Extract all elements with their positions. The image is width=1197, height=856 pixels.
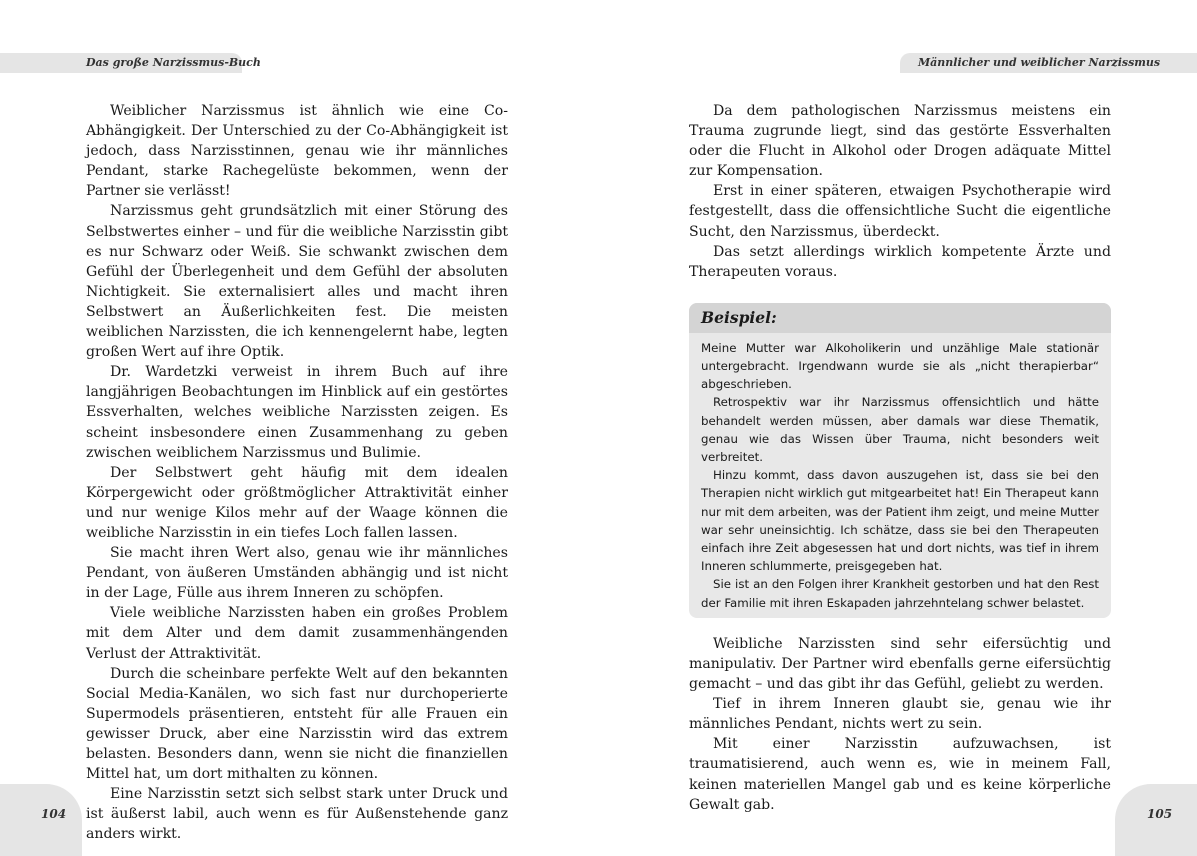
example-title: Beispiel: <box>689 303 1111 333</box>
page-number-left: 104 <box>0 784 82 856</box>
example-paragraph: Hinzu kommt, dass davon auszugehen ist, dass sie bei den Therapien nicht wirklich gut mitgearbeitet hat! Ein Therapeut kann nur mit dem arbeiten, was der Patient ihm zeigt, und meine Mutter war sehr uneinsichtig. Ich schätze, dass sie bei den Therapeuten einfach ihre Zeit abgesessen hat und dort nichts, was tief in ihrem Inneren schlummerte, preisgegeben hat. <box>701 468 1099 574</box>
paragraph: Narzissmus geht grundsätzlich mit einer Störung des Selbstwertes einher – und für die weibliche Narzisstin gibt es nur Schwarz oder Weiß. Sie schwankt zwischen dem Gefühl der Überlegenheit und dem Gefühl der absoluten Nichtigkeit. Sie externalisiert alles und macht ihren Selbstwert an Äußerlichkeiten fest. Die meisten weiblichen Narzissten, die ich kennengelernt habe, legten großen Wert auf ihre Optik. <box>86 203 508 361</box>
paragraph: Viele weibliche Narzissten haben ein großes Problem mit dem Alter und dem damit zusammenhängenden Verlust der Attraktivität. <box>86 605 508 662</box>
example-paragraph: Retrospektiv war ihr Narzissmus offensichtlich und hätte behandelt werden müssen, aber damals war diese Thematik, genau wie das Wissen über Trauma, nicht besonders weit verbreitet. <box>701 395 1099 465</box>
paragraph: Erst in einer späteren, etwaigen Psychotherapie wird festgestellt, dass die offensichtliche Sucht die eigentliche Sucht, den Narzissmus, überdeckt. <box>689 183 1111 240</box>
paragraph: Das setzt allerdings wirklich kompetente Ärzte und Therapeuten voraus. <box>689 243 1111 280</box>
paragraph: Der Selbstwert geht häufig mit dem idealen Körpergewicht oder größtmöglicher Attraktivität einher und nur wenige Kilos mehr auf der Waage können die weibliche Narzisstin in ein tiefes Loch fallen lassen. <box>86 464 508 541</box>
page-number-right: 105 <box>1115 784 1197 856</box>
paragraph: Da dem pathologischen Narzissmus meistens ein Trauma zugrunde liegt, sind das gestörte Essverhalten oder die Flucht in Alkohol oder Drogen adäquate Mittel zur Kompensation. <box>689 103 1111 180</box>
paragraph: Tief in ihrem Inneren glaubt sie, genau wie ihr männliches Pendant, nichts wert zu sein. <box>689 696 1111 733</box>
paragraph: Eine Narzisstin setzt sich selbst stark unter Druck und ist äußerst labil, auch wenn es für Außenstehende ganz anders wirkt. <box>86 786 508 843</box>
paragraph: Durch die scheinbare perfekte Welt auf den bekannten Social Media-Kanälen, wo sich fast nur durchoperierte Supermodels präsentieren, entsteht für alle Frauen ein gewisser Druck, aber eine Narzisstin wird das extrem belasten. Besonders dann, wenn sie nicht die finanziellen Mittel hat, um dort mithalten zu können. <box>86 665 508 783</box>
example-box <box>689 303 1111 618</box>
left-page-column <box>86 101 508 844</box>
running-header-left: Das große Narzissmus-Buch <box>0 53 242 73</box>
example-paragraph: Meine Mutter war Alkoholikerin und unzählige Male stationär untergebracht. Irgendwann wurde sie als „nicht therapierbar“ abgeschrieben. <box>701 340 1099 392</box>
running-header-right: Männlicher und weiblicher Narzissmus <box>900 53 1197 73</box>
paragraph: Sie macht ihren Wert also, genau wie ihr männliches Pendant, von äußeren Umständen abhängig und ist nicht in der Lage, Fülle aus ihrem Inneren zu schöpfen. <box>86 545 508 602</box>
example-paragraph: Sie ist an den Folgen ihrer Krankheit gestorben und hat den Rest der Familie mit ihren Eskapaden jahrzehntelang schwer belastet. <box>701 577 1099 610</box>
paragraph: Weibliche Narzissten sind sehr eifersüchtig und manipulativ. Der Partner wird ebenfalls gerne eifersüchtig gemacht – und das gibt ihr das Gefühl, geliebt zu werden. <box>689 635 1111 693</box>
paragraph: Dr. Wardetzki verweist in ihrem Buch auf ihre langjährigen Beobachtungen im Hinblick auf ein gestörtes Essverhalten, welches weibliche Narzissten zeigen. Es scheint insbesondere einen Zusammenhang zu geben zwischen weiblichem Narzissmus und Bulimie. <box>86 364 508 461</box>
right-page-column <box>689 101 1111 815</box>
paragraph: Mit einer Narzisstin aufzuwachsen, ist traumatisierend, auch wenn es, wie in meinem Fall, keinen materiellen Mangel gab und es keine körperliche Gewalt gab. <box>689 736 1111 813</box>
paragraph: Weiblicher Narzissmus ist ähnlich wie eine Co-Abhängigkeit. Der Unterschied zu der Co-Abhängigkeit ist jedoch, dass Narzisstinnen, genau wie ihr männliches Pendant, starke Rachegelüste bekommen, wenn der Partner sie verlässt! <box>86 103 508 200</box>
